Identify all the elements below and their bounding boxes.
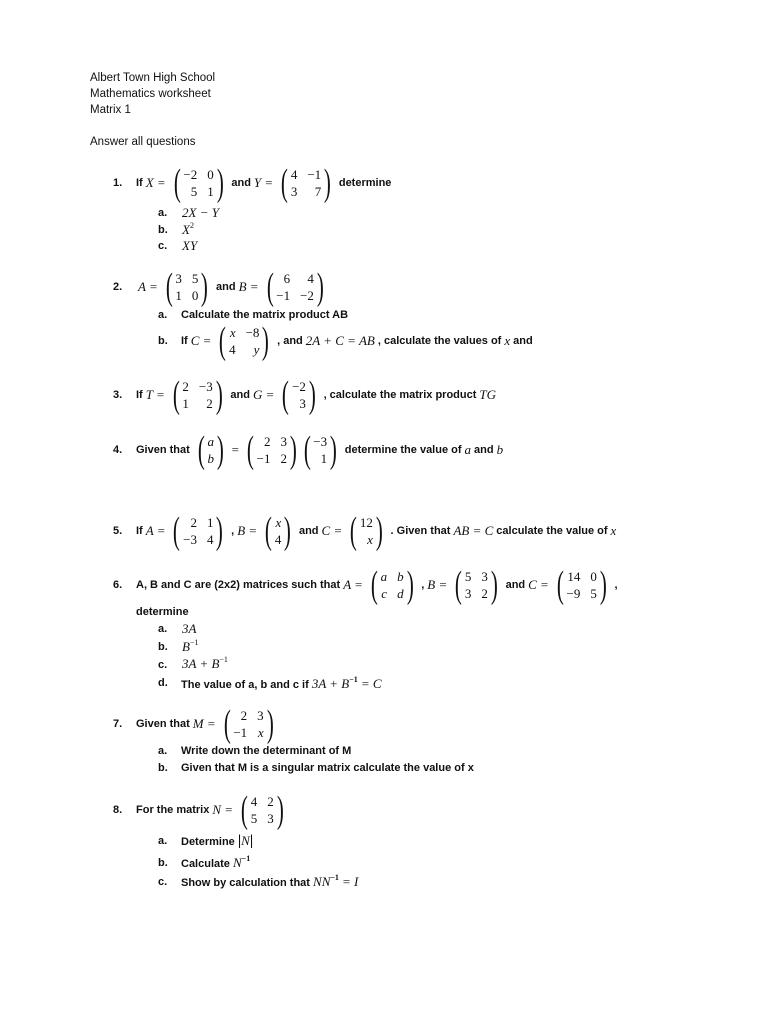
q2-and: and <box>216 281 236 293</box>
q3-g-label: G = <box>252 387 275 402</box>
question-1-stem <box>136 164 391 202</box>
q8-b-text: Calculate $N^{-1}$ <box>181 854 251 870</box>
question-7-number: 7. <box>113 718 123 730</box>
q6-a-expr: 3A <box>182 621 197 636</box>
matrix-q5-b: ( x 4 ) <box>265 510 292 552</box>
q1-a-expr: 2X − Y <box>182 205 219 220</box>
q1-y-label: Y = <box>253 175 274 190</box>
q1-x-label: X = <box>145 175 166 190</box>
q8-c-text: Show by calculation that $NN^{-1} = I$ <box>181 873 359 889</box>
q6-determine: determine <box>136 606 189 618</box>
q6-d-text: The value of a, b and c if $3A + B^{-1} = C$ <box>181 675 382 691</box>
question-3-number: 3. <box>113 389 123 401</box>
q1-c-label: c. <box>158 240 168 252</box>
matrix-ab-vector: ( a b ) <box>197 429 224 471</box>
q1-b-expr: $X^2$ <box>182 221 194 237</box>
question-8-number: 8. <box>113 804 123 816</box>
question-6-number: 6. <box>113 579 123 591</box>
matrix-t: ( 2 −3 1 2 ) <box>172 374 223 416</box>
q7-a-text: Write down the determinant of M <box>181 745 352 757</box>
worksheet-subject: Mathematics worksheet <box>90 88 211 100</box>
matrix-c: ( x −8 4 y ) <box>219 320 270 362</box>
q8-b-label: b. <box>158 857 168 869</box>
q8-a-label: a. <box>158 835 168 847</box>
question-5-stem: If A = ( 2 1 −3 4 ) , B = ( x 4 ) and C = ( 12 x ) . Given that AB = C calculate the value of x <box>136 510 617 552</box>
q6-d-label: d. <box>158 677 168 689</box>
q7-a-label: a. <box>158 745 168 757</box>
q6-a-label: a. <box>158 623 168 635</box>
q2-a-label: A = <box>138 279 158 294</box>
q1-determine: determine <box>338 177 392 189</box>
matrix-q6-c: ( 14 0 −9 5 ) <box>556 564 607 606</box>
matrix-q6-a: ( a b c d ) <box>370 564 414 606</box>
q8-c-label: c. <box>158 876 168 888</box>
matrix-q4: ( 2 3 −1 2 ) <box>246 429 297 471</box>
q8-a-text: Determine |N| <box>181 833 254 849</box>
matrix-n: ( 4 2 5 3 ) <box>240 789 284 831</box>
q6-c-expr: $3A + B^{-1}$ <box>182 655 228 671</box>
question-1-number: 1. <box>113 177 123 189</box>
q6-b-label: b. <box>158 641 168 653</box>
instruction: Answer all questions <box>90 136 196 148</box>
question-8-stem: For the matrix N = ( 4 2 5 3 ) <box>136 791 288 829</box>
q2-c-label: C = <box>190 333 212 348</box>
q6-c-label: c. <box>158 659 168 671</box>
q1-c-expr: XY <box>182 238 198 253</box>
q2-a-item-label: a. <box>158 309 168 321</box>
matrix-m: ( 2 3 −1 x ) <box>223 703 274 745</box>
matrix-a: ( 3 5 1 0 ) <box>165 266 209 308</box>
question-4-stem: Given that ( a b ) = ( 2 3 −1 2 ) ( −3 1 ) determine the value of a and b <box>136 429 504 471</box>
q1-b-label: b. <box>158 224 168 236</box>
q2-a-item-text: Calculate the matrix product AB <box>181 309 349 321</box>
q2-b-item: If C = ( x −8 4 y ) , and 2A + C = AB , calculate the values of x and <box>181 320 533 362</box>
matrix-q5-c: ( 12 x ) <box>350 510 383 552</box>
q7-b-label: b. <box>158 762 168 774</box>
question-2-number: 2. <box>113 281 123 293</box>
question-3-stem: If T = ( 2 −3 1 2 ) and G = ( −2 3 ) , calculate the matrix product TG <box>136 374 497 416</box>
matrix-q6-b: ( 5 3 3 2 ) <box>455 564 498 606</box>
matrix-b: ( 6 4 −1 −2 ) <box>266 266 324 308</box>
q6-b-expr: $B^{-1}$ <box>182 638 199 654</box>
matrix-q5-a: ( 2 1 −3 4 ) <box>173 510 224 552</box>
question-2-stem <box>138 268 329 306</box>
matrix-y: ( 4 −1 3 7 ) <box>281 162 331 204</box>
q1-a-label: a. <box>158 207 168 219</box>
school-name: Albert Town High School <box>90 72 216 84</box>
question-5-number: 5. <box>113 525 123 537</box>
vector-q4: ( −3 1 ) <box>303 429 337 471</box>
q2-b-item-label: b. <box>158 335 168 347</box>
question-7-stem: Given that M = ( 2 3 −1 x ) <box>136 705 278 743</box>
matrix-g: ( −2 3 ) <box>282 374 316 416</box>
question-6-stem: A, B and C are (2x2) matrices such that A = ( a b c d ) , B = ( 5 3 3 2 ) and C = ( 14 0 −9 5 ) , <box>136 564 618 606</box>
q1-and: and <box>231 177 251 189</box>
q7-b-text: Given that M is a singular matrix calculate the value of x <box>181 762 474 774</box>
q1-if: If <box>136 177 143 189</box>
question-4-number: 4. <box>113 444 123 456</box>
matrix-x: ( −2 0 5 1 ) <box>173 162 224 204</box>
q2-b-label: B = <box>238 279 259 294</box>
worksheet-topic: Matrix 1 <box>90 104 131 116</box>
q3-t-label: T = <box>145 387 165 402</box>
